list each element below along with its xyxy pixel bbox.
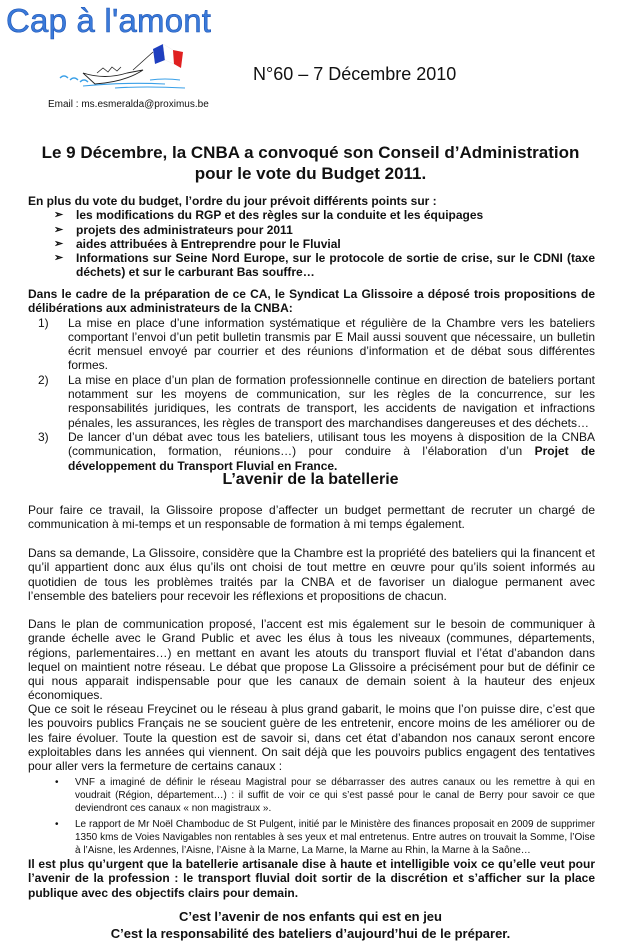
newsletter-logo-title: Cap à l'amont <box>6 2 212 39</box>
propositions-section <box>28 287 595 473</box>
agenda-list <box>28 208 595 279</box>
conclusion: Il est plus qu’urgent que la batellerie artisanale dise à haute et intelligible voix ce qu’elle veut pour l’avenir de la profession : le transport fluvial doit sortir de la discrétion et s’afficher sur la place publique avec des objectifs clairs pour demain. <box>28 857 595 900</box>
paragraph-1: Pour faire ce travail, la Glissoire propose d’affecter un budget permettant de recruter un chargé de communication à mi-temps et un responsable de formation à mi temps également. <box>28 503 595 532</box>
list-item: ➢ Informations sur Seine Nord Europe, sur le protocole de sortie de crise, sur le CDNI (taxe déchets) et sur le carburant Bas souffre… <box>54 251 595 280</box>
list-item: • VNF a imaginé de définir le réseau Magistral pour se débarrasser des autres canaux ou les remettre à qui en voudrait (Région, département…) : il suffit de voir ce qui s’est passé pour le canal de Berry pour savoir ce que deviendront ces canaux « non magistraux ». <box>55 777 595 815</box>
arrow-bullet-icon: ➢ <box>54 209 64 222</box>
dot-bullet-icon: • <box>55 777 59 789</box>
arrow-bullet-icon: ➢ <box>54 223 64 236</box>
headline <box>0 142 621 184</box>
arrow-bullet-icon: ➢ <box>54 252 64 265</box>
agenda-section <box>28 194 595 280</box>
list-item: 3) De lancer d’un débat avec tous les bateliers, utilisant tous les moyens à disposition de la CNBA (communication, formation, réunions…) pour conduire à l’élaboration d’un Projet de développement du Transport Fluvial en France. <box>38 429 595 473</box>
arrow-bullet-icon: ➢ <box>54 237 64 250</box>
paragraph-4: Que ce soit le réseau Freycinet ou le réseau à plus grand gabarit, le moins que l’on puisse dire, c’est que les pouvoirs publics Français ne se soucient guère de les entretenir, encore moins de les améliorer ou de les faire évoluer. Toute la question est de savoir si, dans cet état d’abandon nos canaux seront encore exploitables dans les années qui viennent. On sait déjà que les pouvoirs publics engagent des tentatives pour aller vers la fermeture de certains canaux : <box>28 702 595 774</box>
list-item: ➢ les modifications du RGP et des règles sur la conduite et les équipages <box>54 208 484 223</box>
list-item: 1) La mise en place d’une information systématique et régulière de la Chambre vers les bateliers comportant l’envoi d’un petit bulletin transmis par E Mail aussi souvent que nécessaire, un bulletin écrit mensuel envoyé par courrier et des réunions d’information et de débat sous différentes formes. <box>38 315 595 373</box>
closing-line-1: C’est l’avenir de nos enfants qui est en jeu <box>179 909 442 924</box>
agenda-intro: En plus du vote du budget, l’ordre du jour prévoit différents points sur : <box>28 194 437 208</box>
contact-email: Email : ms.esmeralda@proximus.be <box>48 99 209 110</box>
dot-bullet-icon: • <box>55 819 59 831</box>
boat-flag-logo-icon <box>55 40 195 96</box>
propositions-intro: Dans le cadre de la préparation de ce CA, le Syndicat La Glissoire a déposé trois propositions de délibérations aux administrateurs de la CNBA: <box>28 287 595 316</box>
headline-line-2: pour le vote du Budget 2011. <box>194 164 427 183</box>
list-item: ➢ aides attribuées à Entreprendre pour le Fluvial <box>54 236 341 251</box>
closing-statement <box>0 908 621 942</box>
list-item: • Le rapport de Mr Noël Chamboduc de St Pulgent, initié par le Ministère des finances proposait en 2009 de supprimer 1350 kms de Voies Navigables non rentables à ses yeux et mal entretenus. Entre autres on trouvait la Somme, l’Oise à l’Aisne, les Ardennes, l’Aisne, l’Aisne à la Marne, La Marne, la Marne au Rhin, la Marne à la Saône… <box>55 819 595 857</box>
paragraph-3: Dans le plan de communication proposé, l’accent est mis également sur le besoin de communiquer à grande échelle avec le Grand Public et avec les élus à tous les niveaux (communes, départements, régions, parlementaires…) en mettant en avant les atouts du transport fluvial et l’état d’abandon dans lequel on maintient notre réseau. Le débat que propose La Glissoire a précisément pour but de définir ce qui nous apparait indispensable pour que les canaux de demain soient à la hauteur des enjeux économiques. <box>28 617 595 703</box>
propositions-list <box>28 316 595 473</box>
headline-line-1: Le 9 Décembre, la CNBA a convoqué son Conseil d’Administration <box>41 143 580 162</box>
closures-list <box>28 776 595 857</box>
list-item: ➢ projets des administrateurs pour 2011 <box>54 222 293 237</box>
issue-number-date: N°60 – 7 Décembre 2010 <box>253 64 457 84</box>
section-title: L’avenir de la batellerie <box>222 471 399 488</box>
list-item: 2) La mise en place d’un plan de formation professionnelle continue en direction de bateliers portant notamment sur les moyens de communication, sur les règles de la concurrence, sur les responsabilités juridiques, les contrats de transport, les accidents de navigation et infractions pénales, les assurances, les règles de transport des marchandises dangereuses et des déchets… <box>38 372 595 430</box>
closures-section <box>28 702 595 860</box>
paragraph-2: Dans sa demande, La Glissoire, considère que la Chambre est la propriété des bateliers qui la financent et qu’il appartient donc aux élus qu’ils ont choisi de tout mettre en œuvre pour qu’ils soient informés au quotidien de tous les problèmes traités par la CNBA et de favoriser un dialogue permanent avec l’ensemble des bateliers pour recevoir les réflexions et propositions de chacun. <box>28 546 595 603</box>
closing-line-2: C’est la responsabilité des bateliers d’aujourd’hui de le préparer. <box>110 926 511 941</box>
